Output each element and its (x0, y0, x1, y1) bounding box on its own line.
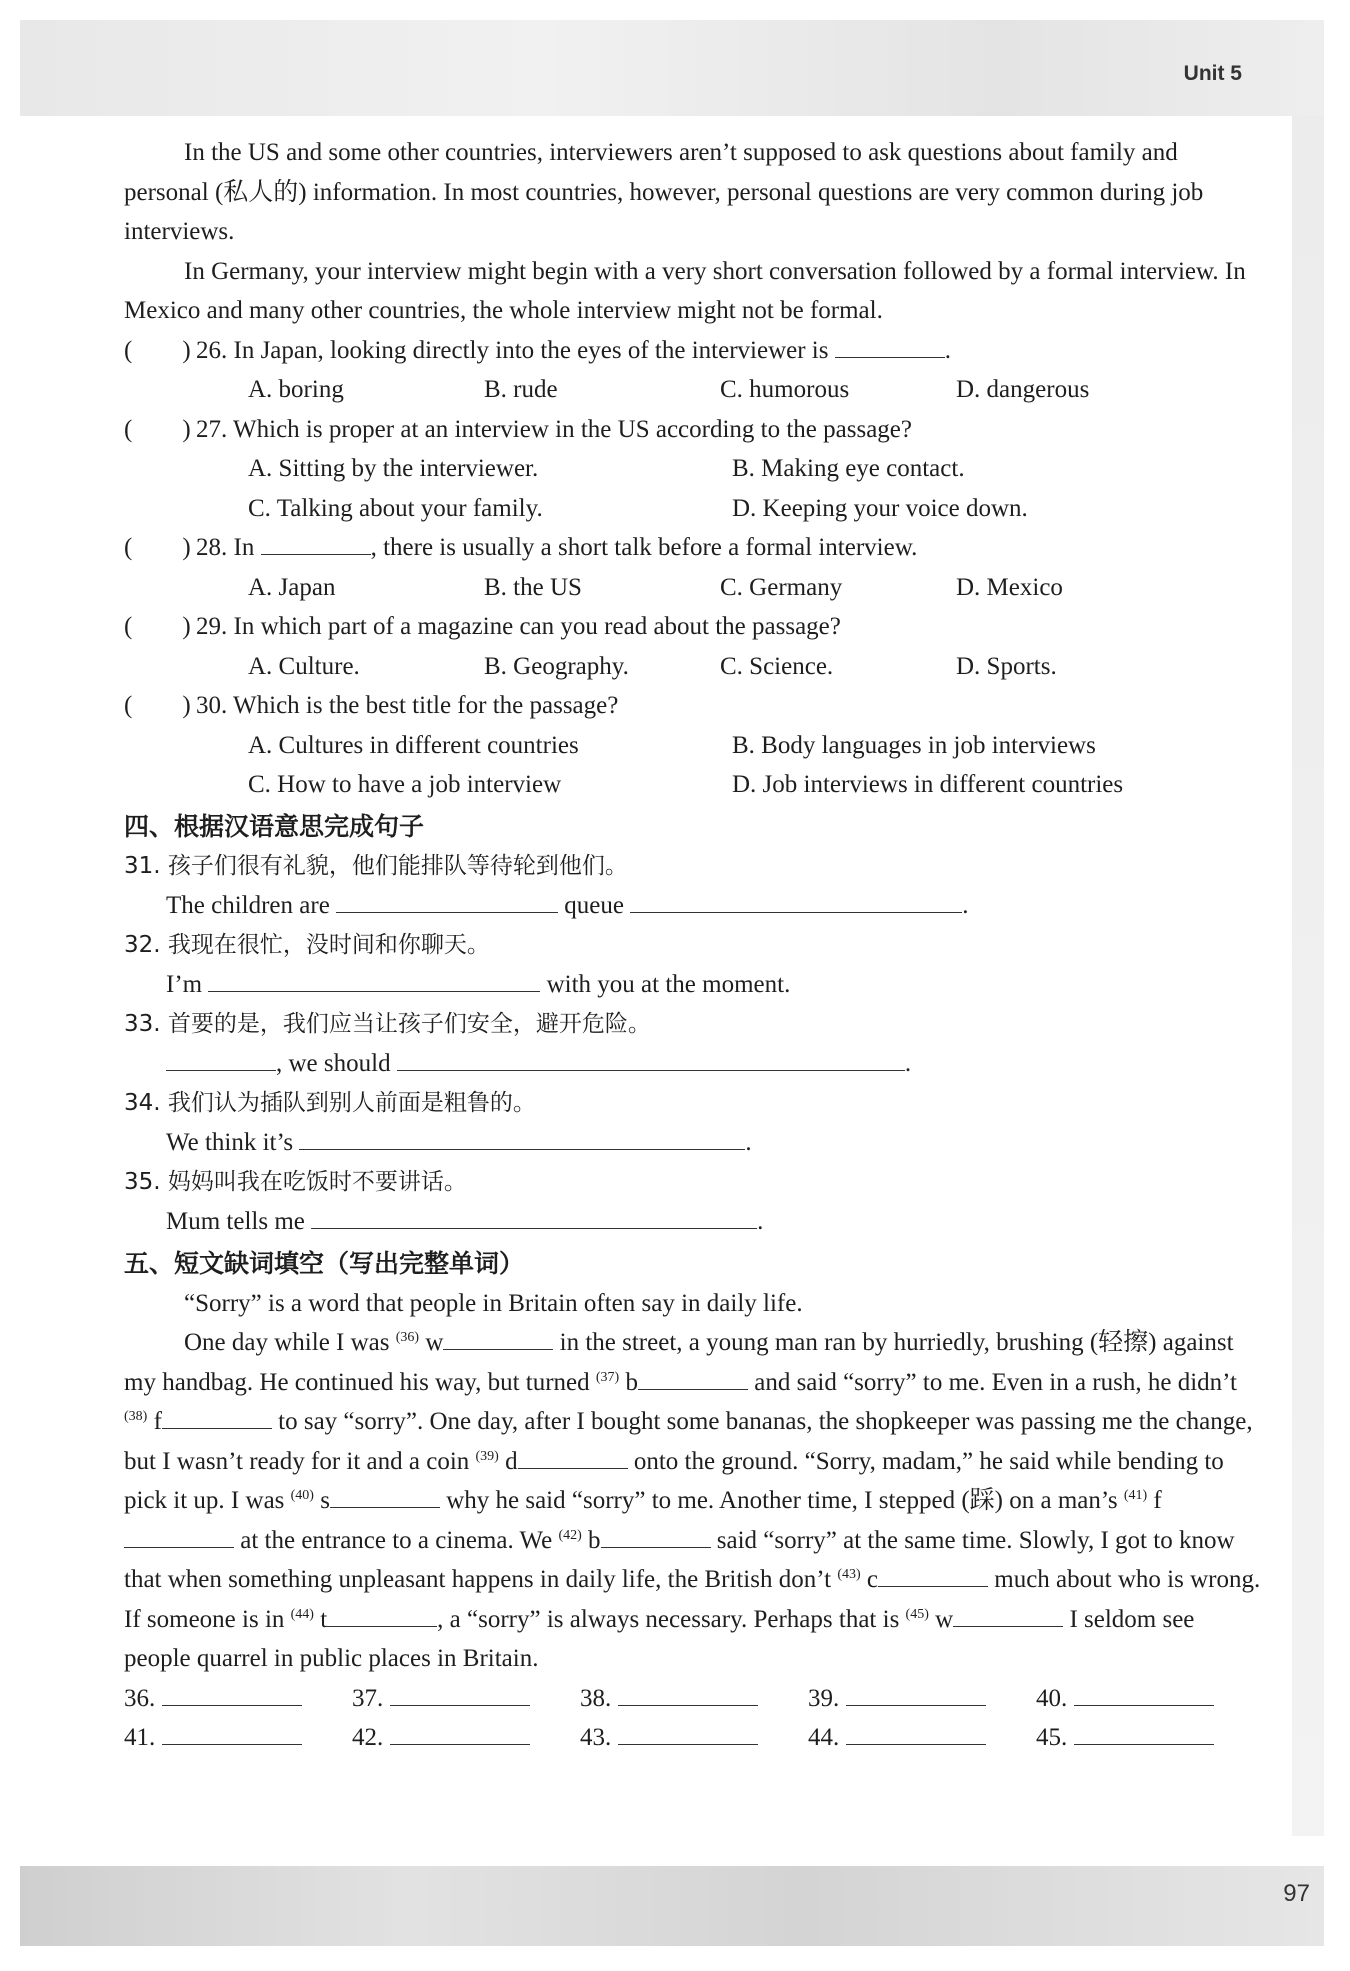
answer-blank[interactable] (166, 1048, 276, 1071)
answer-blank[interactable] (261, 532, 371, 555)
blank-number: (38) (124, 1409, 148, 1424)
answer-blank[interactable] (618, 1683, 758, 1706)
answer-blank[interactable] (1074, 1683, 1214, 1706)
blank-hint: b (581, 1526, 601, 1554)
answer-blank[interactable] (390, 1683, 530, 1706)
answer-slot (124, 1679, 352, 1719)
cloze-blank-40[interactable] (330, 1485, 440, 1508)
answer-blank[interactable] (630, 890, 962, 913)
options-26 (124, 370, 1264, 410)
sentence-text: I’m (166, 971, 209, 998)
cloze-blank-36[interactable] (443, 1327, 553, 1350)
cloze-text: why he said “sorry” to me. Another time, I stepped (踩) on a man’s (439, 1487, 1124, 1514)
question-stem: 29. In which part of a magazine can you read about the passage? (196, 613, 841, 640)
answer-blank[interactable] (397, 1048, 905, 1071)
option-b[interactable]: B. Making eye contact. (732, 455, 965, 482)
section-4-title: 四、根据汉语意思完成句子 (124, 811, 425, 841)
option-d[interactable]: D. Keeping your voice down. (732, 494, 1028, 522)
option-a[interactable]: A. Cultures in different countries (248, 731, 579, 759)
question-28 (124, 528, 1264, 568)
option-a[interactable]: A. Sitting by the interviewer. (248, 455, 539, 482)
answer-slot (580, 1718, 808, 1758)
cloze-passage (124, 1323, 1264, 1679)
page-content (124, 133, 1264, 1758)
option-c[interactable]: C. humorous (720, 376, 850, 403)
cloze-blank-42[interactable] (601, 1525, 711, 1548)
sentence-32-english (124, 965, 1264, 1005)
sentence-text: . (962, 892, 969, 919)
options-30-row-1 (124, 726, 1264, 766)
option-c[interactable]: C. Germany (720, 573, 843, 601)
answer-number: 38. (580, 1684, 612, 1712)
answer-slot (808, 1679, 1036, 1719)
options-27-row-1 (124, 449, 1264, 489)
answer-blank[interactable] (299, 1127, 745, 1150)
sentence-text: . (904, 1050, 912, 1077)
question-26 (124, 331, 1264, 371)
option-d[interactable]: D. Job interviews in different countries (732, 771, 1124, 798)
cloze-blank-39[interactable] (518, 1446, 628, 1469)
options-28 (124, 568, 1264, 608)
blank-hint: f (147, 1408, 162, 1435)
answer-blank[interactable] (208, 969, 540, 992)
cloze-blank-38[interactable] (162, 1406, 272, 1429)
answer-paren[interactable]: ( ) (124, 692, 191, 719)
unit-label: Unit 5 (1183, 62, 1242, 85)
options-30-row-2 (124, 765, 1264, 805)
blank-hint: d (498, 1447, 518, 1475)
blank-hint: b (619, 1368, 638, 1396)
sentence-33-english (124, 1044, 1264, 1084)
sentence-text: . (745, 1129, 752, 1156)
passage-paragraph-2: In Germany, your interview might begin with a very short conversation followed by a formal interview. In Mexico and many other countries, the whole interview might not be formal. (124, 257, 1246, 324)
answer-blank[interactable] (1074, 1722, 1214, 1745)
cloze-text: to say “sorry”. One day, after I bought some bananas, the shopkeeper was passing me the change, but I wasn’t ready for it and a coin (124, 1408, 1253, 1475)
sentence-text: The children are (166, 892, 337, 919)
question-stem-end: . (944, 336, 951, 364)
cloze-text: I seldom see people quarrel in public places in Britain. (124, 1605, 1195, 1672)
blank-number: (44) (290, 1606, 314, 1622)
page-side-band (1292, 116, 1324, 1836)
blank-number: (43) (837, 1567, 861, 1582)
answer-number: 37. (352, 1684, 384, 1712)
blank-hint: c (860, 1566, 878, 1593)
blank-number: (37) (595, 1369, 620, 1385)
blank-hint: w (928, 1605, 954, 1633)
option-a[interactable]: A. Culture. (248, 652, 360, 680)
answer-paren[interactable]: ( ) (124, 336, 191, 364)
option-a[interactable]: A. boring (248, 376, 344, 403)
answer-paren[interactable]: ( ) (124, 534, 191, 561)
option-c[interactable]: C. Science. (720, 652, 834, 680)
blank-number: (41) (1123, 1488, 1148, 1503)
question-stem: 28. In (196, 534, 261, 561)
question-29 (124, 607, 1264, 647)
blank-hint: f (1147, 1487, 1162, 1514)
answer-blank[interactable] (846, 1683, 986, 1706)
blank-hint: w (419, 1329, 444, 1356)
cloze-text: , a “sorry” is always necessary. Perhaps that is (437, 1605, 906, 1633)
page-footer-band (20, 1866, 1324, 1946)
answer-slot (580, 1679, 808, 1719)
cloze-text: said “sorry” at the same time. Slowly, I got to know that when something unpleasant happens in daily life, the British don’t (124, 1526, 1235, 1593)
answer-number: 36. (124, 1684, 156, 1712)
blank-number: (40) (290, 1488, 314, 1503)
sentence-text: . (757, 1208, 764, 1235)
option-c[interactable]: C. How to have a job interview (248, 771, 562, 798)
answer-slot (124, 1718, 352, 1758)
sentence-31-english (124, 886, 1264, 926)
cloze-text: One day while I was (184, 1329, 396, 1356)
answer-number: 43. (580, 1724, 612, 1751)
answer-blank[interactable] (162, 1722, 302, 1745)
sentence-text: with you at the moment. (540, 971, 791, 998)
cloze-blank-41[interactable] (124, 1525, 234, 1548)
cloze-text: at the entrance to a cinema. We (234, 1526, 559, 1554)
answer-slot (352, 1679, 580, 1719)
answer-blank[interactable] (162, 1683, 302, 1706)
answer-row-2 (124, 1718, 1264, 1758)
blank-number: (45) (905, 1606, 929, 1622)
question-stem-end: , there is usually a short talk before a formal interview. (370, 534, 918, 561)
sentence-33-chinese: 33. 首要的是，我们应当让孩子们安全，避开危险。 (124, 1010, 651, 1037)
option-a[interactable]: A. Japan (248, 573, 336, 601)
cloze-text: much about who is wrong. If someone is in (124, 1566, 1261, 1633)
sentence-32-chinese: 32. 我现在很忙，没时间和你聊天。 (124, 931, 490, 958)
sentence-35-english (124, 1202, 1264, 1242)
cloze-blank-37[interactable] (638, 1367, 748, 1390)
sentence-34-chinese: 34. 我们认为插队到别人前面是粗鲁的。 (124, 1089, 536, 1116)
blank-hint: t (313, 1605, 328, 1633)
answer-blank[interactable] (311, 1206, 757, 1229)
option-d[interactable]: D. Mexico (956, 573, 1063, 601)
option-d[interactable]: D. Sports. (956, 652, 1057, 680)
cloze-blank-43[interactable] (878, 1564, 988, 1587)
option-b[interactable]: B. rude (484, 376, 558, 403)
cloze-blank-44[interactable] (327, 1604, 437, 1627)
answer-blank[interactable] (336, 890, 558, 913)
option-d[interactable]: D. dangerous (956, 376, 1090, 403)
answer-number: 44. (808, 1724, 840, 1751)
cloze-blank-45[interactable] (953, 1604, 1063, 1627)
question-27 (124, 410, 1264, 450)
passage-paragraph-1: In the US and some other countries, interviewers aren’t supposed to ask questions about family and personal (私人的) information. In most countries, however, personal questions are very common during job interviews. (124, 139, 1204, 245)
sentence-text: queue (558, 892, 631, 919)
sentence-text: , we should (276, 1050, 397, 1077)
blank-number: (42) (558, 1527, 582, 1543)
answer-paren[interactable]: ( ) (124, 613, 191, 640)
answer-number: 42. (352, 1724, 384, 1751)
sentence-35-chinese: 35. 妈妈叫我在吃饭时不要讲话。 (124, 1168, 467, 1195)
answer-number: 40. (1036, 1684, 1068, 1712)
page-number: 97 (1283, 1880, 1310, 1907)
cloze-intro: “Sorry” is a word that people in Britain often say in daily life. (184, 1289, 803, 1317)
sentence-text: Mum tells me (166, 1208, 312, 1235)
answer-blank[interactable] (846, 1722, 986, 1745)
sentence-31-chinese: 31. 孩子们很有礼貌，他们能排队等待轮到他们。 (124, 852, 628, 879)
sentence-34-english (124, 1123, 1264, 1163)
option-b[interactable]: B. Geography. (484, 652, 629, 680)
option-c[interactable]: C. Talking about your family. (248, 494, 543, 522)
answer-blank[interactable] (618, 1722, 758, 1745)
options-27-row-2 (124, 489, 1264, 529)
answer-row-1 (124, 1679, 1264, 1719)
cloze-text: in the street, a young man ran by hurriedly, brushing (轻擦) against my handbag. He continued his way, but turned (124, 1329, 1234, 1396)
answer-slot (1036, 1718, 1264, 1758)
answer-slot (1036, 1679, 1264, 1719)
question-stem: 27. Which is proper at an interview in the US according to the passage? (196, 415, 912, 443)
answer-paren[interactable]: ( ) (124, 415, 191, 443)
option-b[interactable]: B. the US (484, 573, 582, 601)
cloze-text: onto the ground. “Sorry, madam,” he said while bending to pick it up. I was (124, 1447, 1224, 1514)
answer-number: 41. (124, 1724, 156, 1751)
question-30 (124, 686, 1264, 726)
option-b[interactable]: B. Body languages in job interviews (732, 731, 1096, 759)
blank-hint: s (313, 1487, 330, 1514)
sentence-text: We think it’s (166, 1129, 300, 1156)
answer-blank[interactable] (390, 1722, 530, 1745)
options-29 (124, 647, 1264, 687)
answer-slot (808, 1718, 1036, 1758)
page-header-band (20, 20, 1324, 116)
question-stem: 26. In Japan, looking directly into the eyes of the interviewer is (196, 336, 835, 364)
blank-number: (36) (395, 1330, 420, 1345)
cloze-text: and said “sorry” to me. Even in a rush, he didn’t (747, 1368, 1237, 1396)
answer-number: 39. (808, 1684, 840, 1712)
section-5-title: 五、短文缺词填空（写出完整单词） (124, 1248, 525, 1278)
blank-number: (39) (475, 1448, 499, 1464)
answer-blank[interactable] (835, 335, 945, 358)
answer-number: 45. (1036, 1724, 1068, 1751)
question-stem: 30. Which is the best title for the passage? (196, 692, 619, 719)
answer-slot (352, 1718, 580, 1758)
